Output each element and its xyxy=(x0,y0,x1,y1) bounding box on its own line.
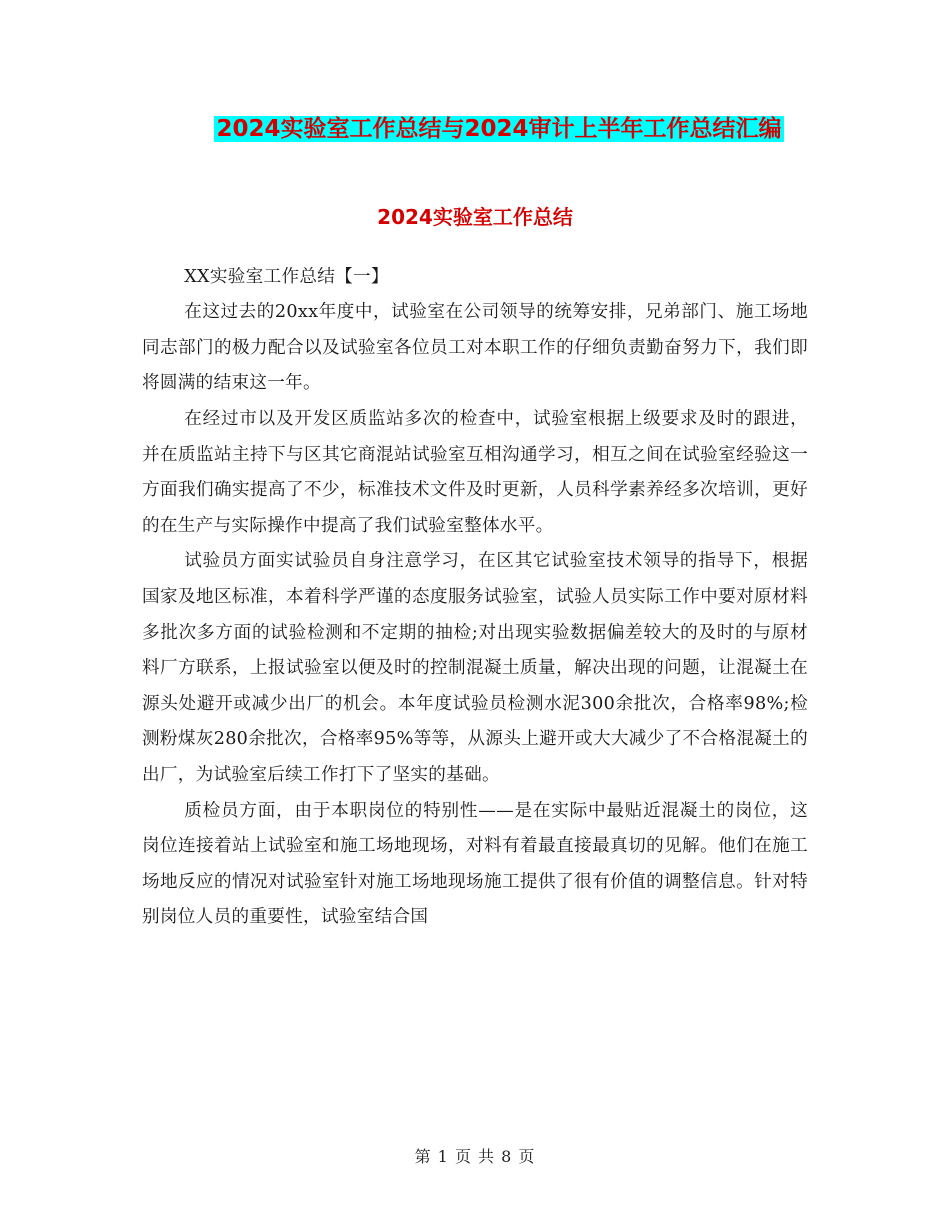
paragraph-2: 在经过市以及开发区质监站多次的检查中，试验室根据上级要求及时的跟进，并在质监站主持下与区其它商混站试验室互相沟通学习，相互之间在试验室经验这一方面我们确实提高了不少，标准技术文件及时更新，人员科学素养经多次培训，更好的在生产与实际操作中提高了我们试验室整体水平。 xyxy=(142,408,808,536)
section-title: 2024实验室工作总结 xyxy=(377,205,573,229)
page-number-footer: 第 1 页 共 8 页 xyxy=(414,1147,536,1166)
sub-heading: XX实验室工作总结【一】 xyxy=(184,266,389,287)
paragraph-1: 在这过去的20xx年度中，试验室在公司领导的统筹安排，兄弟部门、施工场地同志部门的极力配合以及试验室各位员工对本职工作的仔细负责勤奋努力下，我们即将圆满的结束这一年。 xyxy=(142,302,808,394)
document-main-title xyxy=(0,112,950,146)
document-body xyxy=(142,224,808,936)
highlighted-title-text: 2024实验室工作总结与2024审计上半年工作总结汇编 xyxy=(216,116,782,142)
paragraph-3: 试验员方面实试验员自身注意学习，在区其它试验室技术领导的指导下，根据国家及地区标准，本着科学严谨的态度服务试验室，试验人员实际工作中要对原材料多批次多方面的试验检测和不定期的抽检;对出现实验数据偏差较大的及时的与原材料厂方联系，上报试验室以便及时的控制混凝土质量，解决出现的问题，让混凝土在源头处避开或减少出厂的机会。本年度试验员检测水泥300余批次，合格率98%;检测粉煤灰280余批次，合格率95%等等，从源头上避开或大大减少了不合格混凝土的出厂，为试验室后续工作打下了坚实的基础。 xyxy=(142,551,808,785)
paragraph-4: 质检员方面，由于本职岗位的特别性——是在实际中最贴近混凝土的岗位，这岗位连接着站上试验室和施工场地现场，对料有着最直接最真切的见解。他们在施工场地反应的情况对试验室针对施工场地现场施工提供了很有价值的调整信息。针对特别岗位人员的重要性，试验室结合国 xyxy=(142,800,808,928)
